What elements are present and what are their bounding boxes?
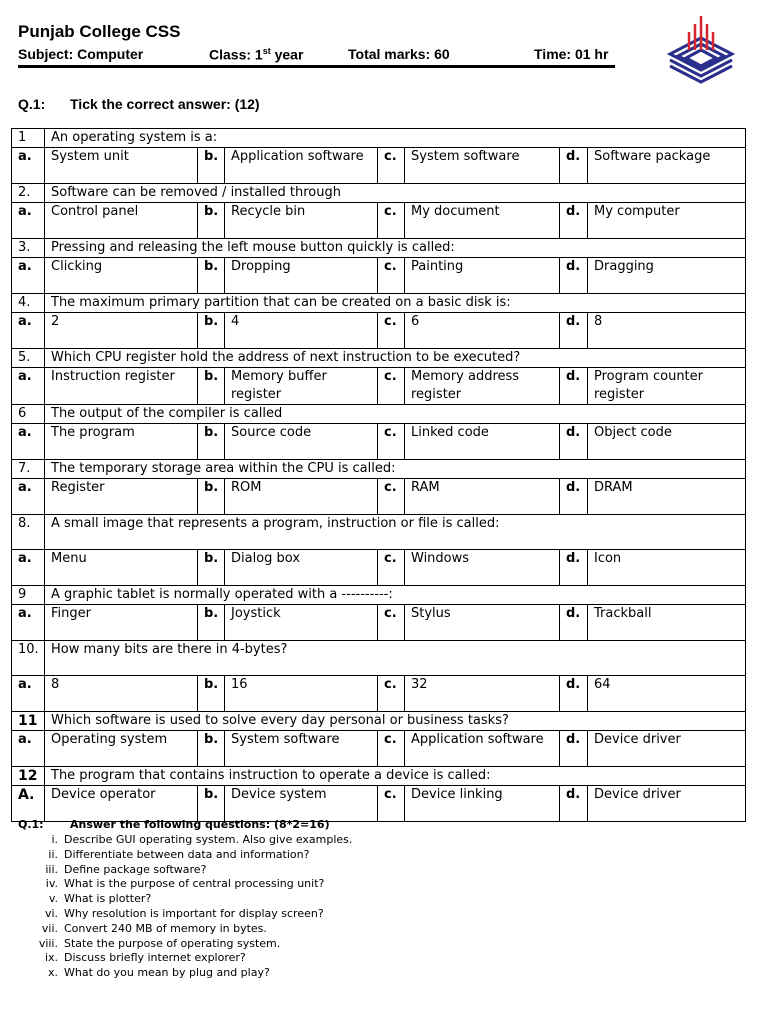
option-b-label: b. (198, 676, 225, 712)
option-b-label: b. (198, 731, 225, 767)
question-text: Which software is used to solve every day personal or business tasks? (45, 712, 746, 731)
short-question-item (18, 907, 418, 922)
short-question-item (18, 922, 418, 937)
question-text: The program that contains instruction to operate a device is called: (45, 767, 746, 786)
option-c-label: c. (378, 258, 405, 294)
options-row (12, 676, 746, 712)
option-d-label: d. (560, 786, 588, 822)
question-number: 4. (12, 294, 45, 313)
question-number: 8. (12, 515, 45, 550)
short-question-item (18, 877, 418, 892)
option-a-label: a. (12, 313, 45, 349)
option-a-label: a. (12, 368, 45, 405)
option-c-label: c. (378, 605, 405, 641)
option-b[interactable]: Device system (225, 786, 378, 822)
short-question-item (18, 863, 418, 878)
short-question-item (18, 937, 418, 952)
short-question-number: vi. (44, 906, 58, 920)
short-question-text: Describe GUI operating system. Also give examples. (64, 833, 353, 846)
option-a-label: a. (12, 605, 45, 641)
short-question-item (18, 951, 418, 966)
short-question-number: vii. (41, 921, 58, 935)
option-a-label: a. (12, 550, 45, 586)
college-title: Punjab College CSS (18, 22, 181, 41)
option-b[interactable]: Dropping (225, 258, 378, 294)
option-d-label: d. (560, 203, 588, 239)
short-question-number: iv. (45, 877, 58, 891)
mcq-table (11, 128, 746, 822)
short-question-number: ix. (44, 951, 58, 965)
option-b-label: b. (198, 258, 225, 294)
option-b[interactable]: 16 (225, 676, 378, 712)
option-b[interactable]: ROM (225, 479, 378, 515)
option-b[interactable]: Memory buffer register (225, 368, 378, 405)
question-row (12, 641, 746, 676)
short-question-text: Define package software? (64, 862, 207, 876)
option-c-label: c. (378, 203, 405, 239)
option-d-label: d. (560, 479, 588, 515)
option-b-label: b. (198, 368, 225, 405)
option-c-label: c. (378, 479, 405, 515)
option-c-label: c. (378, 676, 405, 712)
option-d[interactable]: 64 (588, 676, 746, 712)
section2-number: Q.1: (18, 818, 44, 831)
option-c[interactable]: System software (405, 148, 560, 184)
question-row (12, 129, 746, 148)
option-a-label: a. (12, 676, 45, 712)
question-number: 9 (12, 586, 45, 605)
short-question-text: Why resolution is important for display screen? (64, 906, 324, 920)
option-c-label: c. (378, 550, 405, 586)
question-row (12, 712, 746, 731)
option-c[interactable]: Application software (405, 731, 560, 767)
option-d-label: d. (560, 258, 588, 294)
options-row (12, 313, 746, 349)
question-text: Pressing and releasing the left mouse button quickly is called: (45, 239, 746, 258)
question-text: The maximum primary partition that can be created on a basic disk is: (45, 294, 746, 313)
option-c-label: c. (378, 148, 405, 184)
options-row (12, 203, 746, 239)
question-number: 10. (12, 641, 45, 676)
option-c[interactable]: Memory address register (405, 368, 560, 405)
question-number: 3. (12, 239, 45, 258)
short-question-item (18, 966, 418, 981)
option-c[interactable]: Painting (405, 258, 560, 294)
short-question-number: iii. (45, 862, 58, 876)
option-b-label: b. (198, 313, 225, 349)
option-d-label: d. (560, 676, 588, 712)
question-text: A small image that represents a program, instruction or file is called: (45, 515, 746, 550)
option-a[interactable]: 8 (45, 676, 198, 712)
question-text: An operating system is a: (45, 129, 746, 148)
option-d[interactable]: My computer (588, 203, 746, 239)
question-text: The temporary storage area within the CPU is called: (45, 460, 746, 479)
short-question-item (18, 892, 418, 907)
options-row (12, 605, 746, 641)
options-row (12, 368, 746, 405)
subject-label: Subject: Computer (18, 46, 144, 62)
short-question-text: What do you mean by plug and play? (64, 966, 270, 980)
option-d[interactable]: Icon (588, 550, 746, 586)
option-c-label: c. (378, 786, 405, 822)
header-rule (18, 65, 615, 68)
short-question-text: State the purpose of operating system. (64, 936, 281, 950)
question-row (12, 184, 746, 203)
options-row (12, 550, 746, 586)
options-row (12, 424, 746, 460)
question-number: 5. (12, 349, 45, 368)
short-question-text: Convert 240 MB of memory in bytes. (64, 921, 267, 935)
section2-heading (18, 818, 330, 833)
option-d-label: d. (560, 550, 588, 586)
option-b[interactable]: 4 (225, 313, 378, 349)
option-b-label: b. (198, 424, 225, 460)
option-c[interactable]: Linked code (405, 424, 560, 460)
option-a-label: a. (12, 424, 45, 460)
option-a[interactable]: Menu (45, 550, 198, 586)
option-a[interactable]: Instruction register (45, 368, 198, 405)
question-row (12, 460, 746, 479)
total-marks-label: Total marks: 60 (348, 46, 450, 62)
option-d[interactable]: Object code (588, 424, 746, 460)
option-b-label: b. (198, 786, 225, 822)
question-number: 2. (12, 184, 45, 203)
option-d-label: d. (560, 731, 588, 767)
option-a[interactable]: 2 (45, 313, 198, 349)
section1-number: Q.1: (18, 96, 46, 112)
options-row (12, 731, 746, 767)
option-b[interactable]: Dialog box (225, 550, 378, 586)
option-b[interactable]: System software (225, 731, 378, 767)
option-a[interactable]: Control panel (45, 203, 198, 239)
question-text: How many bits are there in 4-bytes? (45, 641, 746, 676)
option-b[interactable]: Recycle bin (225, 203, 378, 239)
option-a[interactable]: The program (45, 424, 198, 460)
question-text: A graphic tablet is normally operated with a ----------: (45, 586, 746, 605)
short-question-item (18, 848, 418, 863)
options-row (12, 258, 746, 294)
option-a[interactable]: Clicking (45, 258, 198, 294)
question-text: The output of the compiler is called (45, 405, 746, 424)
short-question-text: What is the purpose of central processing unit? (64, 877, 325, 891)
option-c[interactable]: RAM (405, 479, 560, 515)
option-a-label: a. (12, 479, 45, 515)
question-text: Which CPU register hold the address of next instruction to be executed? (45, 349, 746, 368)
question-row (12, 515, 746, 550)
short-question-text: Discuss briefly internet explorer? (64, 951, 246, 965)
option-a[interactable]: System unit (45, 148, 198, 184)
class-label: Class: 1st year (209, 46, 304, 63)
question-number: 11 (12, 712, 45, 731)
option-c[interactable]: Stylus (405, 605, 560, 641)
option-c-label: c. (378, 424, 405, 460)
option-c-label: c. (378, 313, 405, 349)
option-d[interactable]: Trackball (588, 605, 746, 641)
option-c[interactable]: 32 (405, 676, 560, 712)
option-d-label: d. (560, 368, 588, 405)
options-row (12, 148, 746, 184)
option-a-label: a. (12, 258, 45, 294)
option-d[interactable]: Device driver (588, 731, 746, 767)
option-c-label: c. (378, 731, 405, 767)
option-b[interactable]: Source code (225, 424, 378, 460)
option-d[interactable]: DRAM (588, 479, 746, 515)
section2-title: Answer the following questions: (8*2=16) (70, 818, 330, 831)
option-d-label: d. (560, 605, 588, 641)
option-a[interactable]: Operating system (45, 731, 198, 767)
college-logo (666, 14, 736, 86)
option-b[interactable]: Joystick (225, 605, 378, 641)
short-question-number: ii. (48, 847, 58, 861)
options-row (12, 786, 746, 822)
option-d[interactable]: Program counter register (588, 368, 746, 405)
option-c[interactable]: Windows (405, 550, 560, 586)
option-c[interactable]: Device linking (405, 786, 560, 822)
question-row (12, 294, 746, 313)
option-c[interactable]: 6 (405, 313, 560, 349)
mcq-body (12, 129, 746, 822)
section2-list (18, 833, 418, 981)
question-number: 1 (12, 129, 45, 148)
section2 (18, 818, 353, 980)
option-a-label: a. (12, 148, 45, 184)
question-row (12, 767, 746, 786)
question-number: 6 (12, 405, 45, 424)
option-a[interactable]: Finger (45, 605, 198, 641)
option-c[interactable]: My document (405, 203, 560, 239)
option-d[interactable]: Dragging (588, 258, 746, 294)
option-a-label: a. (12, 203, 45, 239)
option-b-label: b. (198, 605, 225, 641)
option-a-label: a. (12, 731, 45, 767)
options-row (12, 479, 746, 515)
option-a[interactable]: Device operator (45, 786, 198, 822)
short-question-number: viii. (38, 936, 58, 950)
option-b-label: b. (198, 479, 225, 515)
option-a[interactable]: Register (45, 479, 198, 515)
short-question-number: v. (48, 892, 58, 906)
option-b-label: b. (198, 148, 225, 184)
question-number: 12 (12, 767, 45, 786)
option-d-label: d. (560, 148, 588, 184)
question-row (12, 405, 746, 424)
option-c-label: c. (378, 368, 405, 405)
question-row (12, 239, 746, 258)
question-row (12, 349, 746, 368)
short-question-text: What is plotter? (64, 892, 152, 906)
short-question-number: x. (47, 966, 58, 980)
question-text: Software can be removed / installed through (45, 184, 746, 203)
option-d[interactable]: Software package (588, 148, 746, 184)
option-a-label: A. (12, 786, 45, 822)
question-number: 7. (12, 460, 45, 479)
option-b[interactable]: Application software (225, 148, 378, 184)
option-b-label: b. (198, 203, 225, 239)
option-d-label: d. (560, 313, 588, 349)
time-label: Time: 01 hr (534, 46, 609, 62)
short-question-item (18, 833, 418, 848)
option-d-label: d. (560, 424, 588, 460)
option-d[interactable]: Device driver (588, 786, 746, 822)
question-row (12, 586, 746, 605)
short-question-number: i. (51, 833, 58, 846)
option-b-label: b. (198, 550, 225, 586)
short-question-text: Differentiate between data and information? (64, 847, 310, 861)
section1-title: Tick the correct answer: (12) (70, 96, 260, 112)
option-d[interactable]: 8 (588, 313, 746, 349)
